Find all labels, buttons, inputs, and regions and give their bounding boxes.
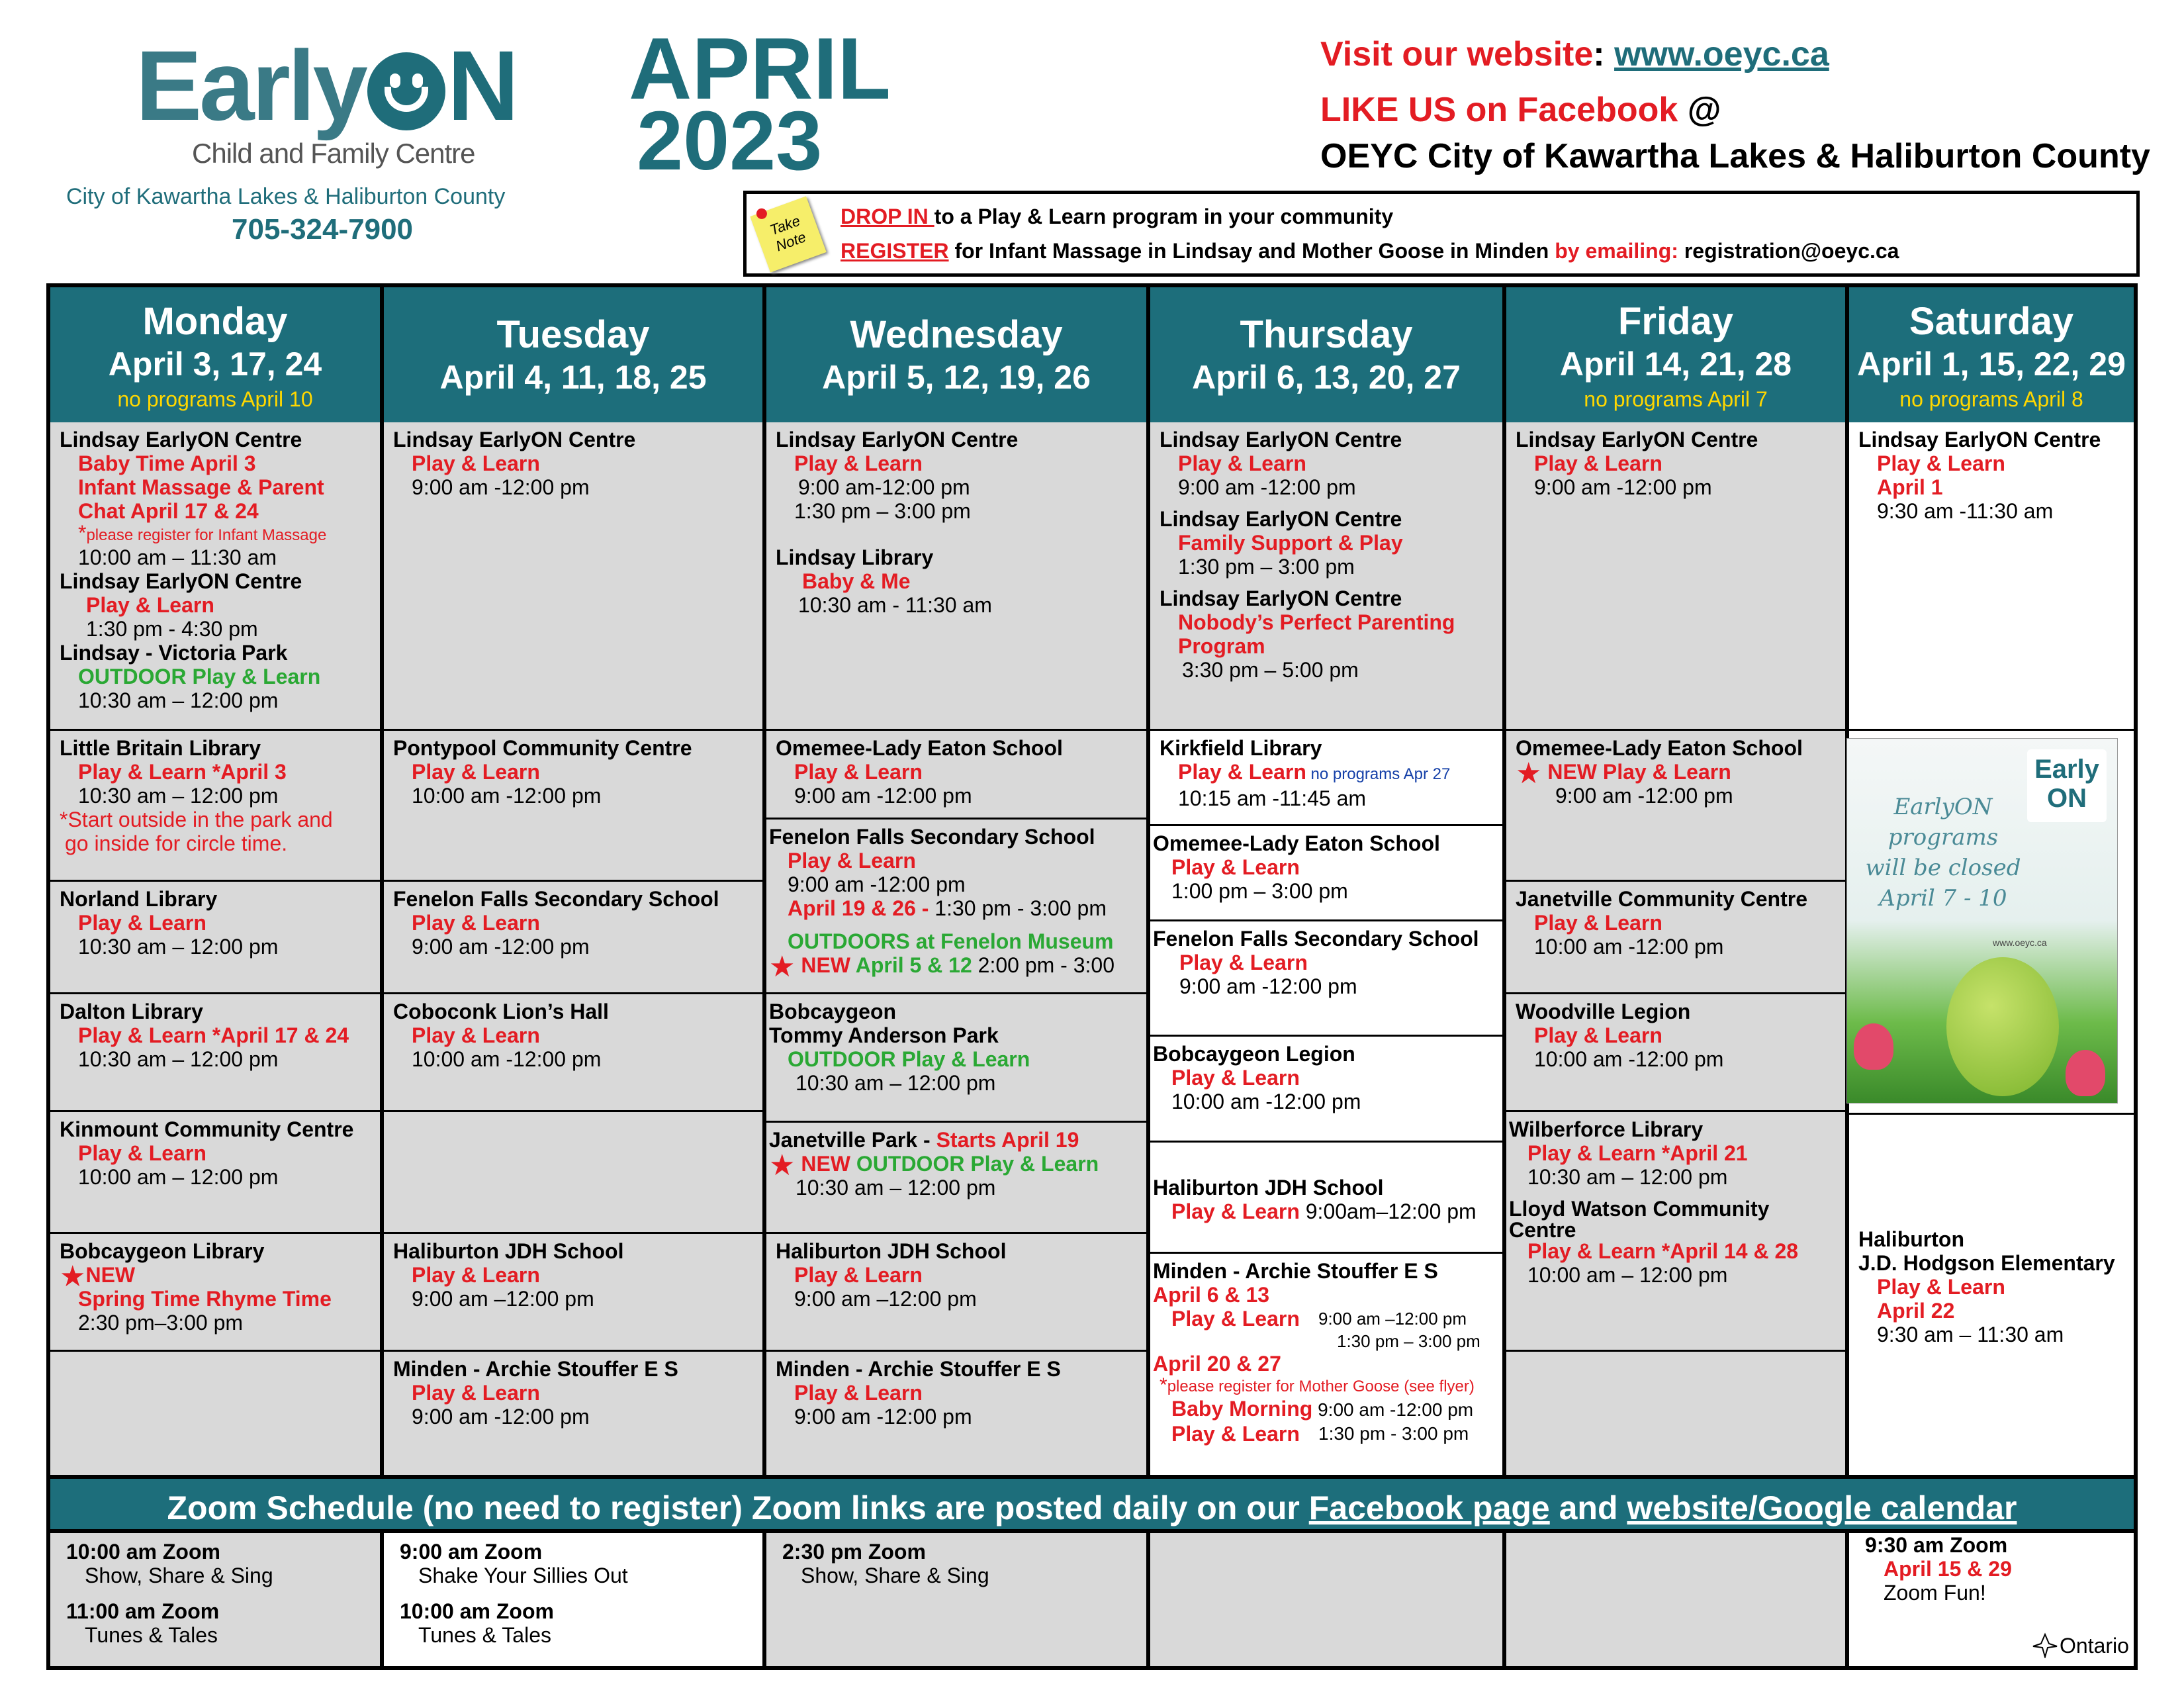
program-cell: Fenelon Falls Secondary School Play & Learn 9:00 am -12:00 pm April 19 & 26 - 1:30 pm - 3:00 pm OUTDOORS at Fenelon Museum ★ NEW April 5 & 12 2:00 pm - 3:00 [766,820,1146,994]
program-cell: Bobcaygeon Library ★NEW Spring Time Rhyme Time 2:30 pm–3:00 pm [50,1234,380,1352]
phone-number: 705-324-7900 [232,213,414,246]
program-cell: Lindsay EarlyON Centre Play & Learn 9:00 am -12:00 pm [1506,422,1845,731]
program-cell: Haliburton JDH School Play & Learn 9:00am–12:00 pm [1150,1143,1502,1254]
registration-email[interactable]: registration@oeyc.ca [1678,239,1899,263]
program-cell: Woodville Legion Play & Learn 10:00 am -12:00 pm [1506,994,1845,1112]
column-monday [50,422,384,1475]
program-cell: Bobcaygeon Tommy Anderson Park OUTDOOR Play & Learn 10:30 am – 12:00 pm [766,994,1146,1123]
take-note-sticky-icon: Take Note [750,196,826,272]
program-cell: Omemee-Lady Eaton School ★ NEW Play & Learn 9:00 am -12:00 pm [1506,731,1845,882]
trillium-icon [2032,1632,2058,1658]
program-cell: Fenelon Falls Secondary School Play & Learn 9:00 am -12:00 pm [384,882,762,994]
year-title: 2023 [637,94,823,187]
empty-cell [1506,1352,1845,1475]
program-cell: Lindsay EarlyON Centre Play & Learn 9:00 am -12:00 pm [384,422,762,731]
column-thursday [1150,422,1506,1475]
program-cell: Omemee-Lady Eaton School Play & Learn 1:00 pm – 3:00 pm [1150,826,1502,921]
header-saturday: Saturday April 1, 15, 22, 29 no programs April 8 [1849,287,2134,422]
program-cell: Coboconk Lion’s Hall Play & Learn 10:00 am -12:00 pm [384,994,762,1112]
easter-egg-icon [1946,957,2059,1096]
notice-box: Take Note DROP IN to a Play & Learn program in your community REGISTER for Infant Massage in Lindsay and Mother Goose in Minden by emailing: registration@oeyc.ca [743,191,2140,277]
program-cell: Minden - Archie Stouffer E S Play & Learn 9:00 am -12:00 pm [766,1352,1146,1475]
program-cell: Little Britain Library Play & Learn *April 3 10:30 am – 12:00 pm *Start outside in the park and go inside for circle time. [50,731,380,882]
ontario-logo: Ontario [2032,1632,2129,1658]
calendar-grid [46,283,2138,1670]
facebook-page-link[interactable]: Facebook page [1308,1489,1550,1526]
header-thursday: Thursday April 6, 13, 20, 27 [1150,287,1506,422]
programs-closed-image: Early ON EarlyON programs will be closed April 7 - 10 www.oeyc.ca [1846,738,2118,1103]
new-star-icon: ★ [60,1260,86,1293]
zoom-friday [1506,1533,1849,1666]
header-friday: Friday April 14, 21, 28 no programs April 7 [1506,287,1849,422]
program-cell: Bobcaygeon Legion Play & Learn 10:00 am -12:00 pm [1150,1037,1502,1143]
tulip-icon [2066,1050,2105,1096]
zoom-saturday: 9:30 am Zoom April 15 & 29 Zoom Fun! [1849,1533,2134,1666]
website-link[interactable]: www.oeyc.ca [1614,35,1829,73]
zoom-monday: 10:00 am Zoom Show, Share & Sing 11:00 am Zoom Tunes & Tales [50,1533,384,1666]
program-cell: Lindsay EarlyON Centre Play & Learn 9:00 am-12:00 pm 1:30 pm – 3:00 pm Lindsay Library Baby & Me 10:30 am - 11:30 am [766,422,1146,731]
empty-cell [50,1352,380,1475]
program-cell: Kinmount Community Centre Play & Learn 10:00 am – 12:00 pm [50,1112,380,1234]
logo-subtitle: Child and Family Centre [192,138,475,169]
program-cell: Janetville Park - Starts April 19 ★ NEW OUTDOOR Play & Learn 10:30 am – 12:00 pm [766,1123,1146,1234]
program-cell: Dalton Library Play & Learn *April 17 & 24 10:30 am – 12:00 pm [50,994,380,1112]
header-wednesday: Wednesday April 5, 12, 19, 26 [766,287,1150,422]
program-cell: Lindsay EarlyON Centre Play & Learn 9:00 am -12:00 pm Lindsay EarlyON Centre Family Support & Play 1:30 pm – 3:00 pm Lindsay EarlyON Centre Nobody’s Perfect Parenting Program 3:30 pm – 5:00 pm [1150,422,1502,731]
program-cell: Haliburton JDH School Play & Learn 9:00 am –12:00 pm [384,1234,762,1352]
earlyon-small-logo: Early ON [2027,749,2107,822]
zoom-thursday [1150,1533,1506,1666]
program-cell: Lindsay EarlyON Centre Baby Time April 3 Infant Massage & Parent Chat April 17 & 24 *please register for Infant Massage 10:00 am – 11:30 am Lindsay EarlyON Centre Play & Learn 1:30 pm - 4:30 pm Lindsay - Victoria Park OUTDOOR Play & Learn 10:30 am – 12:00 pm [50,422,380,731]
program-cell: Haliburton JDH School Play & Learn 9:00 am –12:00 pm [766,1234,1146,1352]
month-title: APRIL [629,20,891,117]
program-cell: Wilberforce Library Play & Learn *April 21 10:30 am – 12:00 pm Lloyd Watson Community Centre Play & Learn *April 14 & 28 10:00 am – 12:00 pm [1506,1112,1845,1352]
zoom-tuesday: 9:00 am Zoom Shake Your Sillies Out 10:00 am Zoom Tunes & Tales [384,1533,766,1666]
program-cell: Lindsay EarlyON Centre Play & Learn April 1 9:30 am -11:30 am [1849,422,2134,731]
zoom-wednesday: 2:30 pm Zoom Show, Share & Sing [766,1533,1150,1666]
program-cell: Minden - Archie Stouffer E S Play & Learn 9:00 am -12:00 pm [384,1352,762,1475]
logo-wordmark: Early N [136,30,517,141]
header-monday: Monday April 3, 17, 24 no programs April 10 [50,287,384,422]
new-star-icon: ★ [769,951,796,983]
website-calendar-link[interactable]: website/Google calendar [1627,1489,2017,1526]
closure-message: EarlyON programs will be closed April 7 - 10 [1865,794,2021,912]
program-cell: Pontypool Community Centre Play & Learn 10:00 am -12:00 pm [384,731,762,882]
new-star-icon: ★ [769,1149,796,1182]
column-wednesday [766,422,1150,1475]
program-cell: Haliburton J.D. Hodgson Elementary Play & Learn April 22 9:30 am – 11:30 am [1849,1115,2134,1475]
program-cell: Fenelon Falls Secondary School Play & Learn 9:00 am -12:00 pm [1150,921,1502,1037]
facebook-label: LIKE US on Facebook [1320,91,1678,129]
contact-info: Visit our website: www.oeyc.ca LIKE US on Facebook @ OEYC City of Kawartha Lakes & Haliburton County [1320,26,2150,184]
facebook-page-name: OEYC City of Kawartha Lakes & Haliburton County [1320,137,2150,175]
header-tuesday: Tuesday April 4, 11, 18, 25 [384,287,766,422]
column-tuesday [384,422,766,1475]
program-cell: Kirkfield Library Play & Learn no programs Apr 27 10:15 am -11:45 am [1150,731,1502,826]
tulip-icon [1854,1023,1893,1070]
region-name: City of Kawartha Lakes & Haliburton County [66,184,506,209]
zoom-schedule-banner: Zoom Schedule (no need to register) Zoom links are posted daily on our Facebook page and website/Google calendar [50,1475,2134,1533]
program-cell: Omemee-Lady Eaton School Play & Learn 9:00 am -12:00 pm [766,731,1146,820]
new-star-icon: ★ [1516,757,1542,790]
program-cell: Norland Library Play & Learn 10:30 am – 12:00 pm [50,882,380,994]
smiley-icon [367,52,445,130]
column-friday [1506,422,1849,1475]
program-cell: Minden - Archie Stouffer E S April 6 & 13 Play & Learn 9:00 am –12:00 pm 1:30 pm – 3:00 pm April 20 & 27 *please register for Mother Goose (see flyer) Baby Morning 9:00 am -12:00 pm Play & Learn 1:30 pm - 3:00 pm [1150,1254,1502,1475]
empty-cell [384,1112,762,1234]
program-cell: Janetville Community Centre Play & Learn 10:00 am -12:00 pm [1506,882,1845,994]
